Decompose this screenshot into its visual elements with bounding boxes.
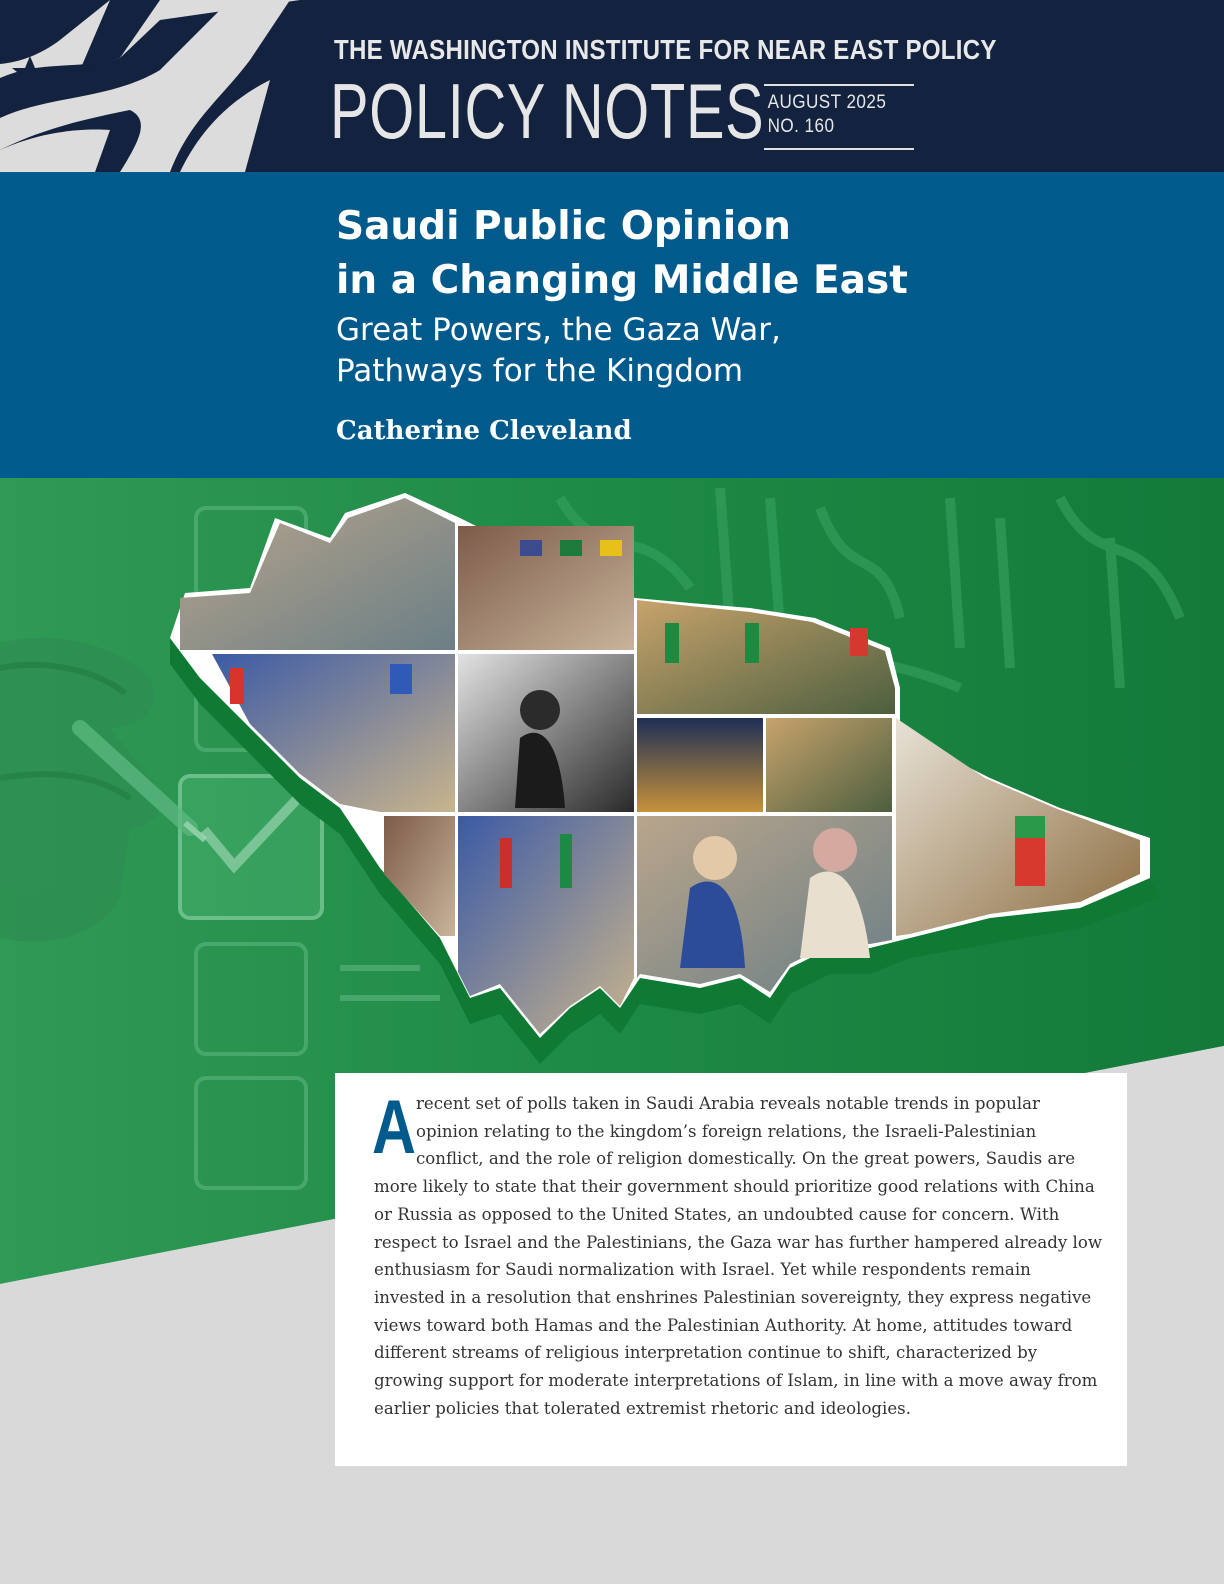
issue-info — [764, 84, 914, 150]
title-line-2: in a Changing Middle East — [336, 258, 908, 303]
report-title — [336, 200, 908, 308]
institute-name: THE WASHINGTON INSTITUTE FOR NEAR EAST POLICY — [334, 34, 997, 65]
abstract-paragraph — [372, 1085, 1103, 1422]
abstract-text: recent set of polls taken in Saudi Arabia reveals notable trends in popular opinion relating to the kingdom’s foreign relations, the Israeli-Palestinian conflict, and the role of religion domestically. On the great powers, Saudis are more likely to state that their government should prioritize good relations with China or Russia as opposed to the United States, an undoubted cause for concern. With respect to Israel and the Palestinians, the Gaza war has further hampered already low enthusiasm for Saudi normalization with Israel. Yet while respondents remain invested in a resolution that enshrines Palestinian sovereignty, they express negative views toward both Hamas and the Palestinian Authority. At home, attitudes toward different streams of religious interpretation continue to shift, characterized by growing support for moderate interpretations of Islam, in line with a move away from earlier policies that tolerated extremist rhetoric and ideologies. — [374, 1094, 1103, 1418]
report-subtitle — [336, 310, 781, 392]
title-band — [0, 172, 1224, 478]
issue-number: NO. 160 — [767, 116, 835, 137]
author-name: Catherine Cleveland — [336, 416, 632, 446]
photo-riyadh-skyline — [637, 718, 763, 812]
drop-cap: A — [372, 1085, 416, 1170]
subtitle-line-2: Pathways for the Kingdom — [336, 353, 744, 389]
photo-crown-prince-handshake — [766, 718, 892, 812]
issue-date: AUGUST 2025 — [767, 92, 887, 113]
subtitle-line-1: Great Powers, the Gaza War, — [336, 312, 781, 348]
institute-flag-logo-icon — [0, 0, 300, 172]
title-line-1: Saudi Public Opinion — [336, 204, 791, 249]
masthead — [0, 0, 1224, 172]
series-title: POLICY NOTES — [330, 67, 765, 155]
abstract-box — [335, 1073, 1127, 1466]
